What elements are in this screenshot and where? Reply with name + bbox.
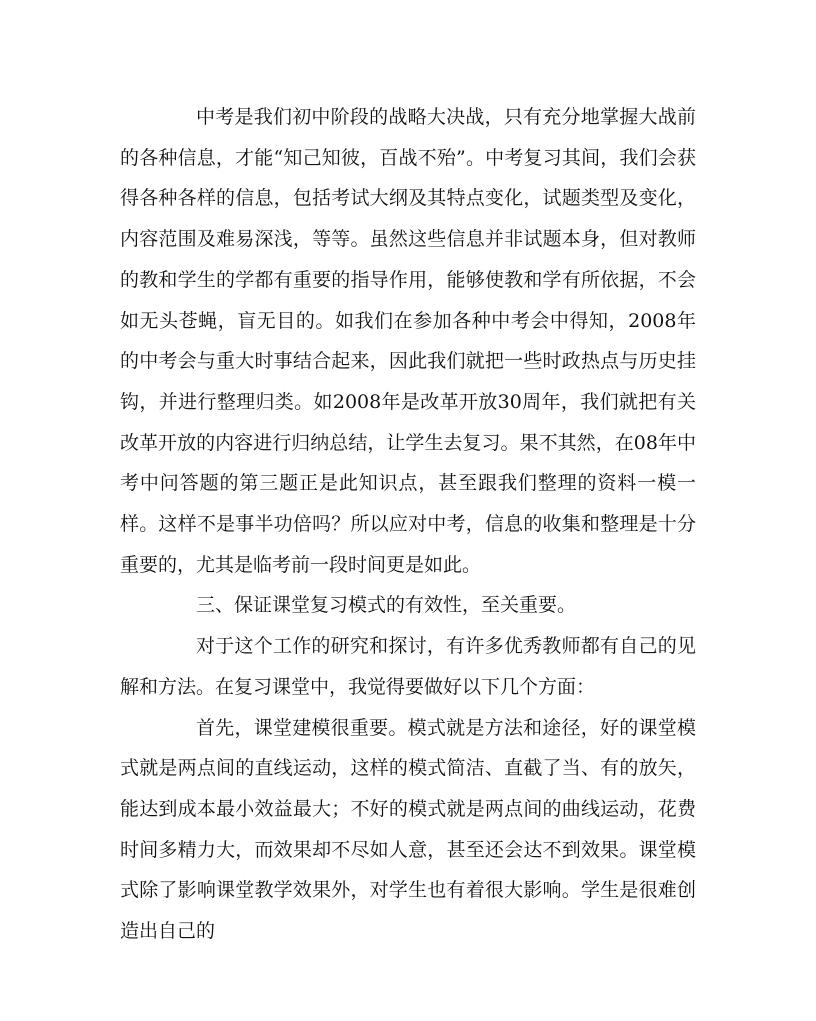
section-heading-classroom-model: 三、保证课堂复习模式的有效性，至关重要。 (196, 594, 577, 617)
paragraph-research-methods: 对于这个工作的研究和探讨，有许多优秀教师都有自己的见解和方法。在复习课堂中，我觉得要做好以下几个方面： (120, 635, 696, 698)
document-body (120, 97, 696, 952)
paragraph-classroom-modeling: 首先，课堂建模很重要。模式就是方法和途径，好的课堂模式就是两点间的直线运动，这样的模式简洁、直截了当、有的放矢，能达到成本最小效益最大；不好的模式就是两点间的曲线运动，花费时间多精力大，而效果却不尽如人意，甚至还会达不到效果。课堂模式除了影响课堂教学效果外，对学生也有着很大影响。学生是很难创造出自己的 (120, 716, 696, 943)
paragraph-information-collection: 中考是我们初中阶段的战略大决战，只有充分地掌握大战前的各种信息，才能“知己知彼，百战不殆”。中考复习其间，我们会获得各种各样的信息，包括考试大纲及其特点变化，试题类型及变化，内容范围及难易深浅，等等。虽然这些信息并非试题本身，但对教师的教和学生的学都有重要的指导作用，能够使教和学有所依据，不会如无头苍蝇，盲无目的。如我们在参加各种中考会中得知，2008年的中考会与重大时事结合起来，因此我们就把一些时政热点与历史挂钩，并进行整理归类。如2008年是改革开放30周年，我们就把有关改革开放的内容进行归纳总结，让学生去复习。果不其然，在08年中考中问答题的第三题正是此知识点，甚至跟我们整理的资料一模一样。这样不是事半功倍吗？所以应对中考，信息的收集和整理是十分重要的，尤其是临考前一段时间更是如此。 (120, 106, 696, 576)
